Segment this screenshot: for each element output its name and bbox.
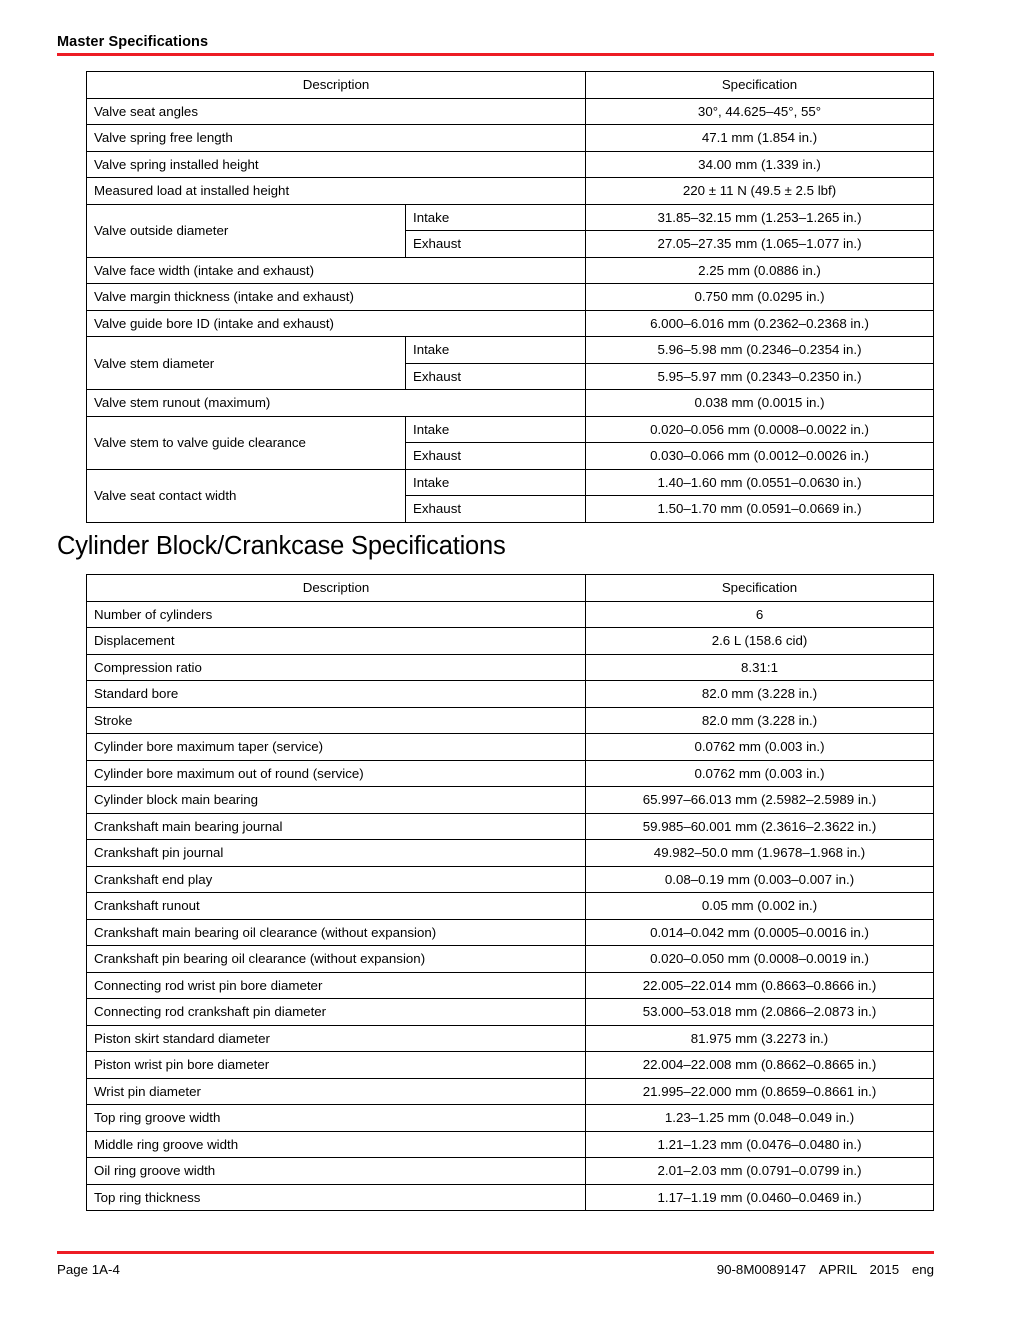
- cell-description: Crankshaft end play: [87, 866, 586, 893]
- running-head-title: Master Specifications: [57, 34, 209, 50]
- cell-description: Valve guide bore ID (intake and exhaust): [87, 310, 586, 337]
- table-row: [87, 893, 934, 920]
- table-row: [87, 310, 934, 337]
- cell-specification: 30°, 44.625–45°, 55°: [586, 98, 934, 125]
- master-specifications-table: [86, 71, 934, 523]
- cell-description: Crankshaft main bearing oil clearance (without expansion): [87, 919, 586, 946]
- cell-specification: 0.014–0.042 mm (0.0005–0.0016 in.): [586, 919, 934, 946]
- cell-specification: 6.000–6.016 mm (0.2362–0.2368 in.): [586, 310, 934, 337]
- table-row: [87, 707, 934, 734]
- table-row: [87, 1105, 934, 1132]
- footer-document-info: [717, 1262, 934, 1278]
- cell-specification: 81.975 mm (3.2273 in.): [586, 1025, 934, 1052]
- cell-specification: 59.985–60.001 mm (2.3616–2.3622 in.): [586, 813, 934, 840]
- cell-description: Number of cylinders: [87, 601, 586, 628]
- cell-subcategory: Intake: [406, 204, 586, 231]
- table-row: [87, 601, 934, 628]
- table-row: [87, 840, 934, 867]
- table-row: [87, 416, 934, 443]
- column-header-specification: Specification: [586, 72, 934, 99]
- cell-specification: 5.96–5.98 mm (0.2346–0.2354 in.): [586, 337, 934, 364]
- cell-specification: 8.31:1: [586, 654, 934, 681]
- table-row: [87, 98, 934, 125]
- table-row: [87, 178, 934, 205]
- footer-rule: [57, 1251, 934, 1254]
- table-row: [87, 628, 934, 655]
- cell-specification: 1.21–1.23 mm (0.0476–0.0480 in.): [586, 1131, 934, 1158]
- cell-specification: 0.020–0.050 mm (0.0008–0.0019 in.): [586, 946, 934, 973]
- table-header-row: [87, 575, 934, 602]
- cell-subcategory: Intake: [406, 469, 586, 496]
- table-row: [87, 390, 934, 417]
- table-row: [87, 1184, 934, 1211]
- table-body: [87, 601, 934, 1211]
- cell-description: Valve outside diameter: [87, 204, 406, 257]
- cell-description: Crankshaft pin journal: [87, 840, 586, 867]
- cell-description: Valve stem runout (maximum): [87, 390, 586, 417]
- cell-description: Valve stem diameter: [87, 337, 406, 390]
- cell-description: Valve seat contact width: [87, 469, 406, 522]
- cell-specification: 65.997–66.013 mm (2.5982–2.5989 in.): [586, 787, 934, 814]
- cell-description: Piston skirt standard diameter: [87, 1025, 586, 1052]
- footer-month: APRIL: [818, 1261, 857, 1277]
- cell-specification: 82.0 mm (3.228 in.): [586, 681, 934, 708]
- table-row: [87, 125, 934, 152]
- cell-description: Valve stem to valve guide clearance: [87, 416, 406, 469]
- running-head-rule: [57, 53, 934, 56]
- cell-specification: 2.25 mm (0.0886 in.): [586, 257, 934, 284]
- cell-description: Valve seat angles: [87, 98, 586, 125]
- cylinder-block-crankcase-table: [86, 574, 934, 1211]
- table-row: [87, 972, 934, 999]
- cell-subcategory: Exhaust: [406, 231, 586, 258]
- cell-subcategory: Intake: [406, 416, 586, 443]
- cell-description: Top ring thickness: [87, 1184, 586, 1211]
- table-row: [87, 151, 934, 178]
- cell-description: Compression ratio: [87, 654, 586, 681]
- table-row: [87, 813, 934, 840]
- table-row: [87, 284, 934, 311]
- table-row: [87, 866, 934, 893]
- cell-description: Valve face width (intake and exhaust): [87, 257, 586, 284]
- table-row: [87, 204, 934, 231]
- table-row: [87, 257, 934, 284]
- cell-specification: 0.08–0.19 mm (0.003–0.007 in.): [586, 866, 934, 893]
- footer-language: eng: [911, 1261, 934, 1277]
- table-row: [87, 919, 934, 946]
- cell-specification: 22.004–22.008 mm (0.8662–0.8665 in.): [586, 1052, 934, 1079]
- table-row: [87, 337, 934, 364]
- cell-description: Connecting rod crankshaft pin diameter: [87, 999, 586, 1026]
- cell-specification: 1.40–1.60 mm (0.0551–0.0630 in.): [586, 469, 934, 496]
- cell-specification: 6: [586, 601, 934, 628]
- cell-description: Piston wrist pin bore diameter: [87, 1052, 586, 1079]
- cell-description: Cylinder bore maximum taper (service): [87, 734, 586, 761]
- table-row: [87, 1078, 934, 1105]
- cell-specification: 21.995–22.000 mm (0.8659–0.8661 in.): [586, 1078, 934, 1105]
- cell-description: Oil ring groove width: [87, 1158, 586, 1185]
- column-header-specification: Specification: [586, 575, 934, 602]
- cell-description: Crankshaft main bearing journal: [87, 813, 586, 840]
- cell-subcategory: Exhaust: [406, 363, 586, 390]
- cell-description: Measured load at installed height: [87, 178, 586, 205]
- cell-specification: 0.030–0.066 mm (0.0012–0.0026 in.): [586, 443, 934, 470]
- cell-specification: 220 ± 11 N (49.5 ± 2.5 lbf): [586, 178, 934, 205]
- cell-description: Valve spring installed height: [87, 151, 586, 178]
- table-row: [87, 760, 934, 787]
- page-footer: [57, 1251, 934, 1278]
- cell-specification: 5.95–5.97 mm (0.2343–0.2350 in.): [586, 363, 934, 390]
- cell-specification: 34.00 mm (1.339 in.): [586, 151, 934, 178]
- cell-specification: 82.0 mm (3.228 in.): [586, 707, 934, 734]
- table-row: [87, 654, 934, 681]
- table-row: [87, 469, 934, 496]
- cell-description: Cylinder block main bearing: [87, 787, 586, 814]
- cell-specification: 31.85–32.15 mm (1.253–1.265 in.): [586, 204, 934, 231]
- footer-document-number: 90-8M0089147: [716, 1261, 807, 1277]
- cell-description: Crankshaft pin bearing oil clearance (without expansion): [87, 946, 586, 973]
- cell-specification: 0.750 mm (0.0295 in.): [586, 284, 934, 311]
- cell-specification: 1.17–1.19 mm (0.0460–0.0469 in.): [586, 1184, 934, 1211]
- cell-subcategory: Exhaust: [406, 496, 586, 523]
- cell-specification: 2.6 L (158.6 cid): [586, 628, 934, 655]
- cell-description: Top ring groove width: [87, 1105, 586, 1132]
- cell-description: Displacement: [87, 628, 586, 655]
- column-header-description: Description: [87, 72, 586, 99]
- table-row: [87, 1158, 934, 1185]
- cell-description: Standard bore: [87, 681, 586, 708]
- cell-description: Stroke: [87, 707, 586, 734]
- footer-page-label: Page 1A-4: [57, 1261, 120, 1277]
- cell-specification: 22.005–22.014 mm (0.8663–0.8666 in.): [586, 972, 934, 999]
- cell-description: Crankshaft runout: [87, 893, 586, 920]
- section-heading-cylinder-block: Cylinder Block/Crankcase Specifications: [57, 532, 506, 560]
- table-row: [87, 1131, 934, 1158]
- cell-description: Valve margin thickness (intake and exhaust): [87, 284, 586, 311]
- cell-subcategory: Intake: [406, 337, 586, 364]
- footer-year: 2015: [869, 1261, 900, 1277]
- table-header-row: [87, 72, 934, 99]
- cell-description: Wrist pin diameter: [87, 1078, 586, 1105]
- table-row: [87, 1025, 934, 1052]
- cell-specification: 0.05 mm (0.002 in.): [586, 893, 934, 920]
- column-header-description: Description: [87, 575, 586, 602]
- table-row: [87, 734, 934, 761]
- cell-specification: 47.1 mm (1.854 in.): [586, 125, 934, 152]
- table-row: [87, 999, 934, 1026]
- running-head: [57, 34, 934, 56]
- table-body: [87, 98, 934, 522]
- cell-description: Connecting rod wrist pin bore diameter: [87, 972, 586, 999]
- table-row: [87, 946, 934, 973]
- cell-specification: 1.23–1.25 mm (0.048–0.049 in.): [586, 1105, 934, 1132]
- cell-subcategory: Exhaust: [406, 443, 586, 470]
- cell-specification: 0.0762 mm (0.003 in.): [586, 760, 934, 787]
- cell-description: Cylinder bore maximum out of round (service): [87, 760, 586, 787]
- table-row: [87, 787, 934, 814]
- cell-specification: 49.982–50.0 mm (1.9678–1.968 in.): [586, 840, 934, 867]
- table-row: [87, 681, 934, 708]
- cell-description: Middle ring groove width: [87, 1131, 586, 1158]
- cell-specification: 53.000–53.018 mm (2.0866–2.0873 in.): [586, 999, 934, 1026]
- cell-specification: 0.0762 mm (0.003 in.): [586, 734, 934, 761]
- cell-specification: 0.038 mm (0.0015 in.): [586, 390, 934, 417]
- cell-specification: 27.05–27.35 mm (1.065–1.077 in.): [586, 231, 934, 258]
- cell-specification: 1.50–1.70 mm (0.0591–0.0669 in.): [586, 496, 934, 523]
- cell-specification: 0.020–0.056 mm (0.0008–0.0022 in.): [586, 416, 934, 443]
- cell-description: Valve spring free length: [87, 125, 586, 152]
- table-row: [87, 1052, 934, 1079]
- cell-specification: 2.01–2.03 mm (0.0791–0.0799 in.): [586, 1158, 934, 1185]
